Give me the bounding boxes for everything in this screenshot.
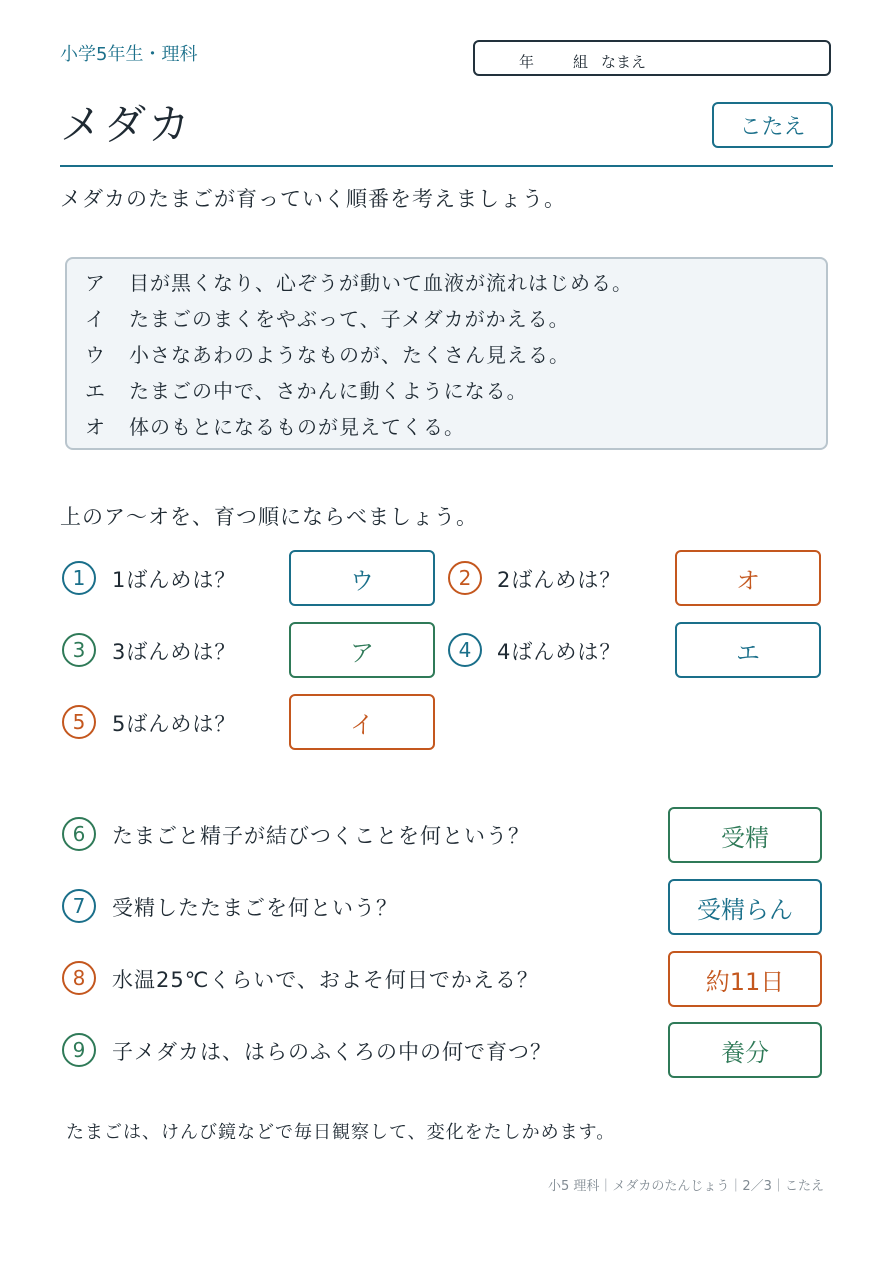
list-item-text: 目が黒くなり、心ぞうが動いて血液が流れはじめる。 (129, 271, 633, 295)
list-item-text: 体のもとになるものが見えてくる。 (129, 415, 465, 439)
list-item-key: ア (85, 271, 106, 295)
question-label: 2ばんめは？ (497, 568, 622, 592)
page-footer: 小5 理科｜メダカのたんじょう｜2／3｜こたえ (548, 1179, 824, 1194)
page-title: メダカ (60, 100, 193, 149)
list-item-key: エ (85, 379, 106, 403)
answer-box: オ (675, 550, 821, 606)
answer-box: イ (289, 694, 435, 750)
question-number: 8 (62, 961, 96, 995)
question-text: 受精したたまごを何という？ (112, 896, 398, 920)
list-item-text: たまごの中で、さかんに動くようになる。 (129, 379, 528, 403)
grade-label: 小学5年生・理科 (60, 44, 198, 65)
name-box-class: 組 (573, 53, 589, 71)
footnote: たまごは、けんび鏡などで毎日観察して、変化をたしかめます。 (66, 1122, 616, 1143)
question-number: 7 (62, 889, 96, 923)
name-box-name: なまえ (601, 53, 647, 71)
question-number: 3 (62, 633, 96, 667)
answer-box: エ (675, 622, 821, 678)
name-box (473, 40, 831, 76)
list-item (85, 375, 528, 404)
list-item-text: たまごのまくをやぶって、子メダカがかえる。 (129, 307, 570, 331)
answer-box: 受精らん (668, 879, 822, 935)
question-number: 9 (62, 1033, 96, 1067)
list-item (85, 303, 570, 332)
question-label: 5ばんめは？ (112, 712, 237, 736)
list-item (85, 267, 633, 296)
list-item-key: ウ (85, 343, 106, 367)
question-number: 5 (62, 705, 96, 739)
intro-text: メダカのたまごが育っていく順番を考えましょう。 (60, 187, 566, 211)
question-number: 4 (448, 633, 482, 667)
steps-list (65, 257, 828, 450)
answer-badge: こたえ (712, 102, 833, 148)
question-text: 水温25℃くらいで、およそ何日でかえる？ (112, 968, 539, 992)
list-item-key: オ (85, 415, 106, 439)
answer-box: ウ (289, 550, 435, 606)
list-item (85, 411, 465, 440)
list-item (85, 339, 570, 368)
question-text: たまごと精子が結びつくことを何という？ (112, 824, 530, 848)
order-question: 上のア〜オを、育つ順にならべましょう。 (60, 505, 478, 529)
answer-box: 受精 (668, 807, 822, 863)
question-label: 3ばんめは？ (112, 640, 237, 664)
list-item-text: 小さなあわのようなものが、たくさん見える。 (129, 343, 570, 367)
name-box-year: 年 (519, 53, 535, 71)
answer-box: 養分 (668, 1022, 822, 1078)
question-number: 1 (62, 561, 96, 595)
question-number: 2 (448, 561, 482, 595)
title-divider (60, 165, 833, 167)
question-label: 1ばんめは？ (112, 568, 237, 592)
answer-box: 約11日 (668, 951, 822, 1007)
question-label: 4ばんめは？ (497, 640, 622, 664)
answer-box: ア (289, 622, 435, 678)
list-item-key: イ (85, 307, 106, 331)
question-number: 6 (62, 817, 96, 851)
question-text: 子メダカは、はらのふくろの中の何で育つ？ (112, 1040, 552, 1064)
